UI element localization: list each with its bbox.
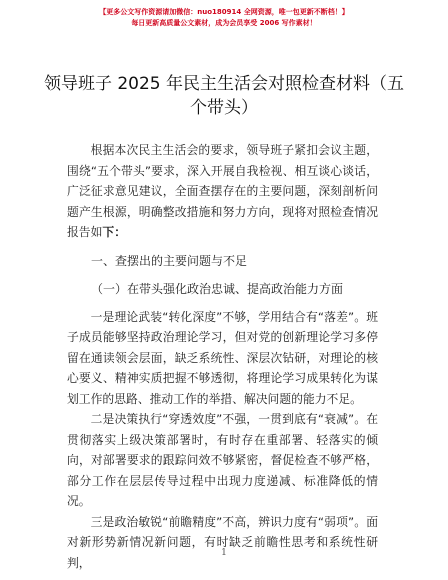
document-body: [67, 140, 378, 573]
intro-paragraph: [67, 140, 378, 243]
body-paragraph: 一是理论武装“转化深度”不够，学用结合有“落差”。班子成员能够坚持政治理论学习，但对党的创新理论学习多停留在通读领会层面，缺乏系统性、深层次钻研，对理论的核心要义、精神实质把握不够透彻，将理论学习成果转化为谋划工作的思路、推动工作的举措、解决问题的能力不足。: [67, 309, 378, 406]
document-title: 领导班子 2025 年民主生活会对照检查材料（五个带头）: [43, 74, 405, 118]
spacer: [67, 299, 378, 307]
body-paragraph: 三是政治敏锐“前瞻精度”不高，辨识力度有“弱项”。面对新形势新情况新问题，有时缺乏前瞻性思考和系统性研判，: [67, 514, 378, 570]
intro-tail: 下：: [102, 225, 127, 239]
page-number: 1: [221, 548, 227, 558]
promo-line-1: 【更多公文写作资源请加微信：nuo180914 全网资源，唯一包更新不断档！】: [99, 8, 349, 16]
section-heading: 一、查摆出的主要问题与不足: [91, 253, 248, 268]
spacer: [67, 243, 378, 251]
intro-text: 根据本次民主生活会的要求，领导班子紧扣会议主题，围绕“五个带头”要求，深入开展自我检视、相互谈心谈话，广泛征求意见建议，全面查摆存在的主要问题，深刻剖析问题产生根源，明确整改措施和努力方向，现将对照检查情况报告如: [67, 143, 378, 239]
subsection-heading: （一）在带头强化政治忠诚、提高政治能力方面: [91, 281, 344, 296]
body-paragraph: 二是决策执行“穿透效度”不强，一贯到底有“衰减”。在贯彻落实上级决策部署时，有时存在重部署、轻落实的倾向，对部署要求的跟踪问效不够紧密，督促检查不够严格，部分工作在层层传导过程中出现力度递减、标准降低的情况。: [67, 412, 378, 508]
promo-line-2: 每日更新高质量公文素材，成为会员享受 2006 写作素材！: [131, 19, 317, 27]
spacer: [67, 271, 378, 279]
